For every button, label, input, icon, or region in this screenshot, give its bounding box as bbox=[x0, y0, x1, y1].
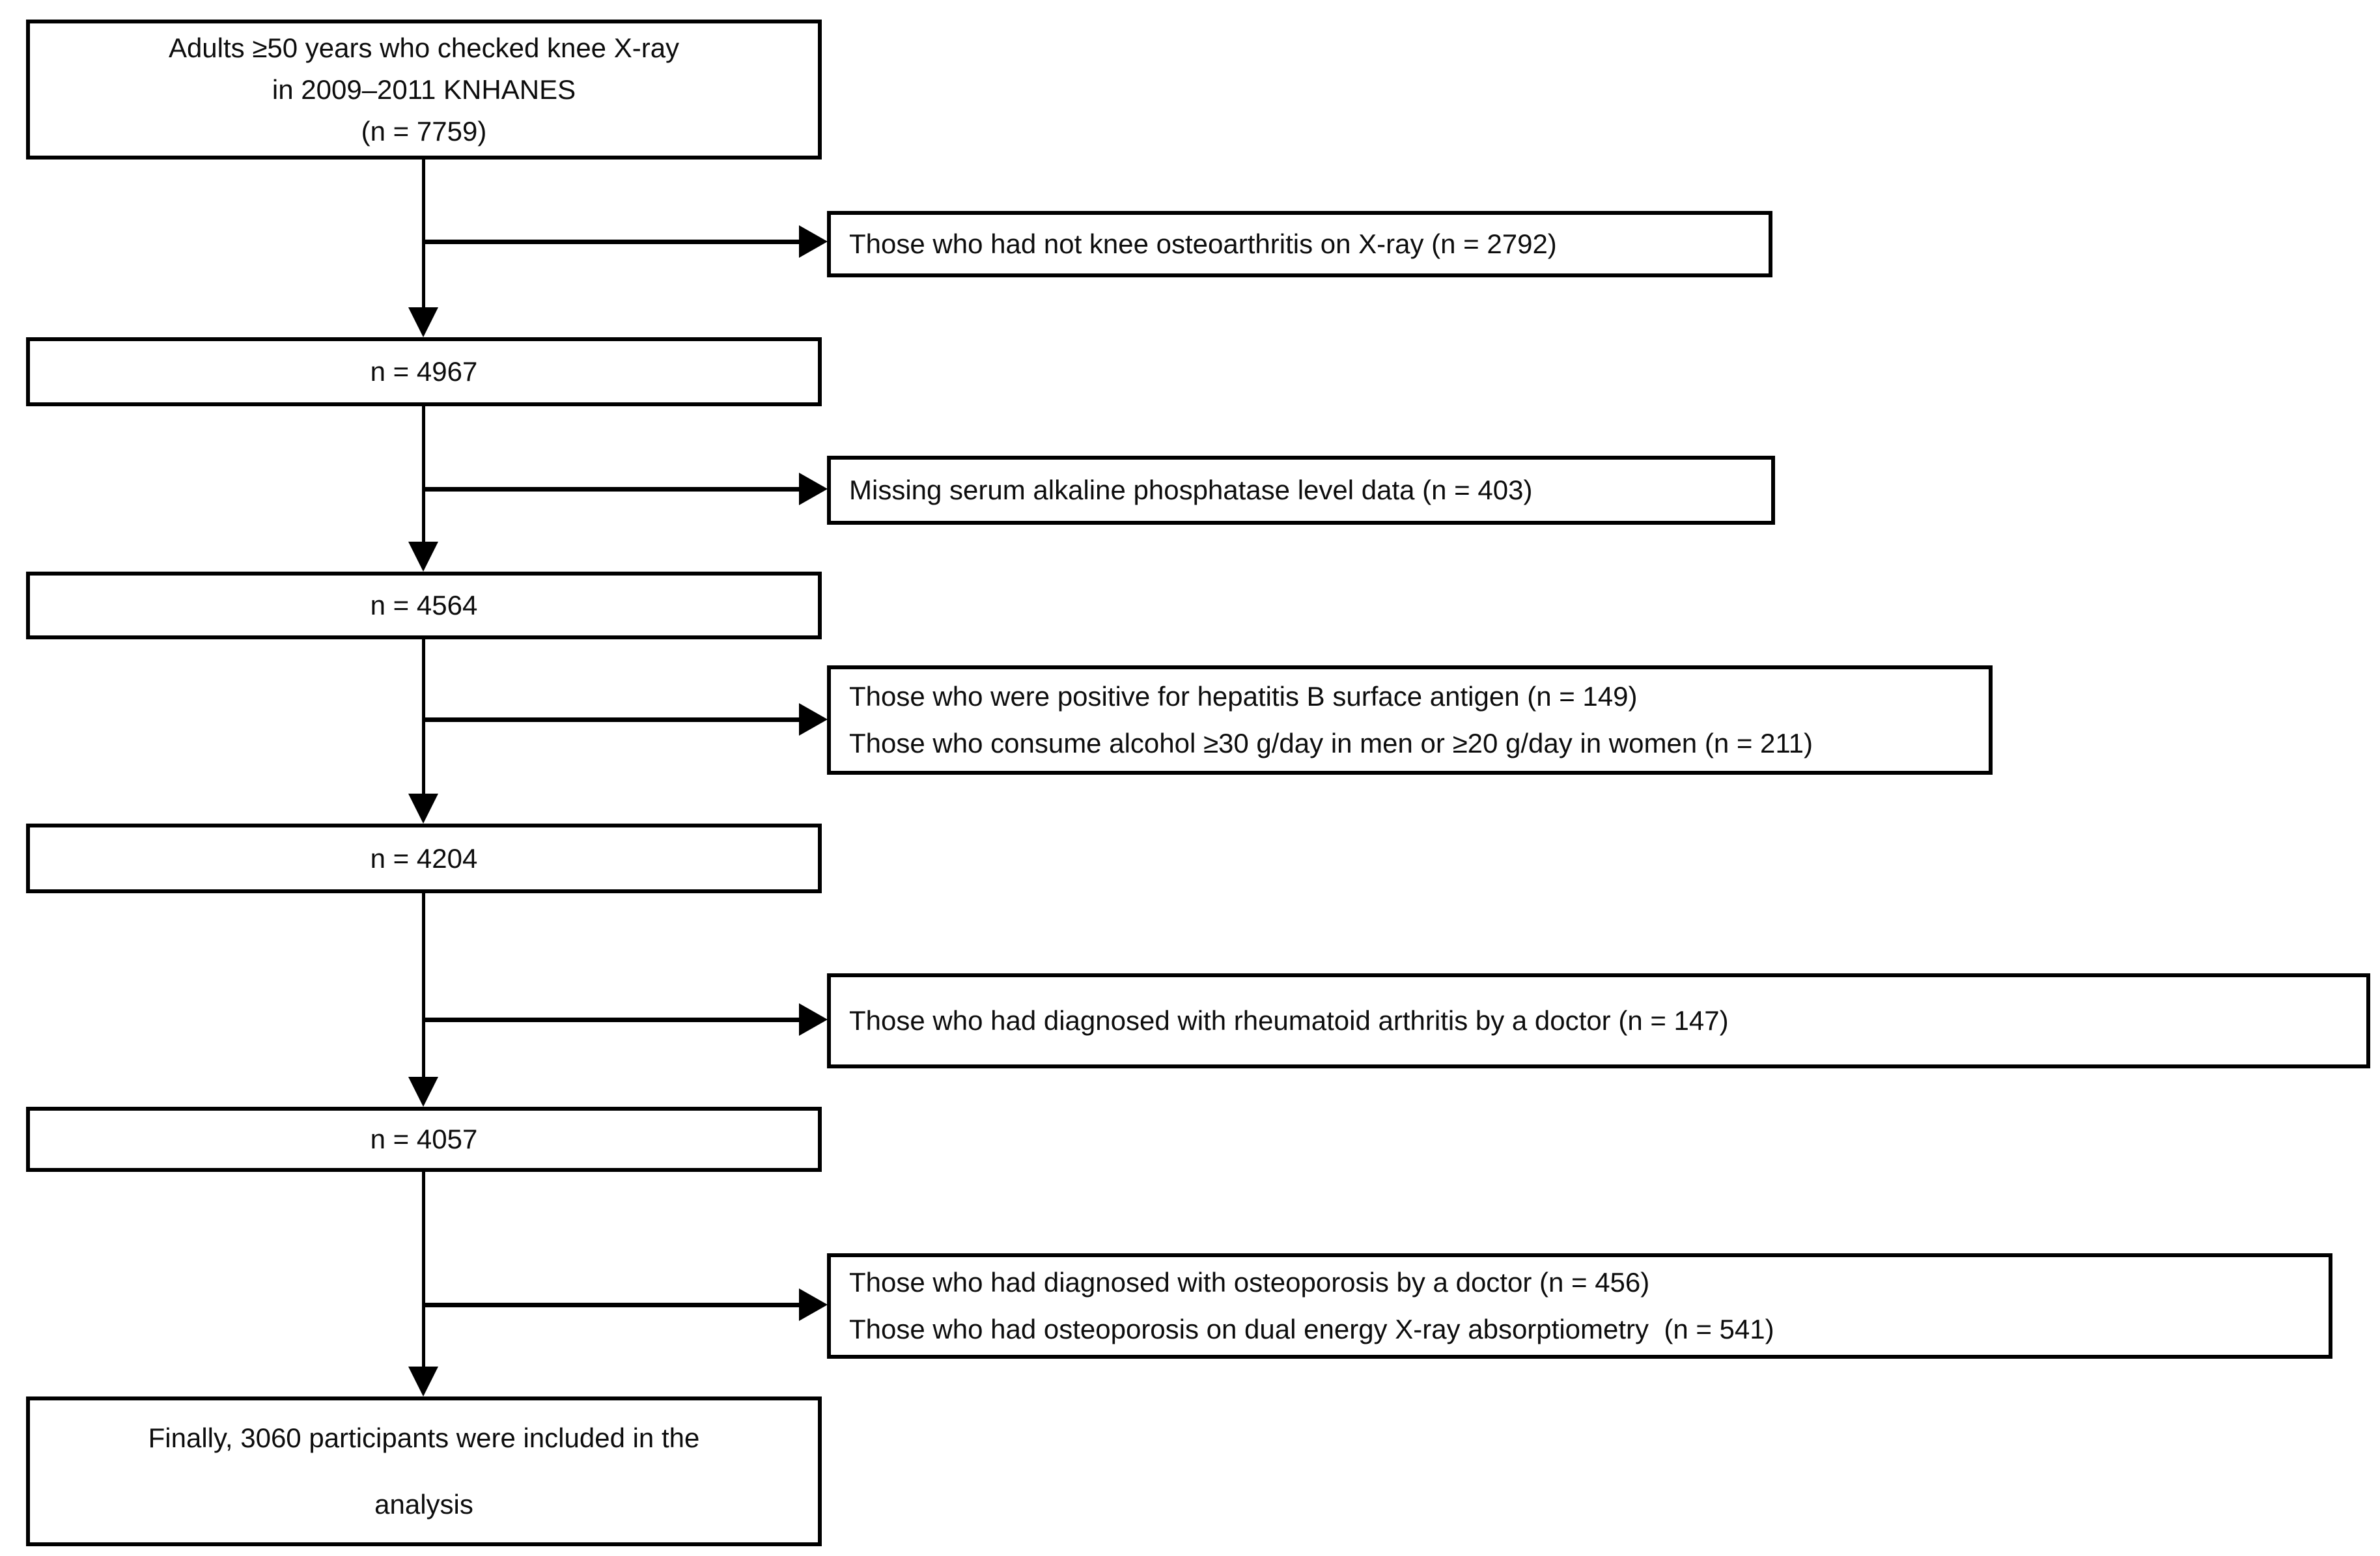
arrow-down-icon bbox=[408, 542, 438, 572]
box-text-line: in 2009–2011 KNHANES bbox=[272, 74, 576, 105]
connector-line-vertical-5 bbox=[422, 1172, 425, 1370]
box-excluded-hbsag-alcohol bbox=[827, 665, 1993, 775]
arrow-down-icon bbox=[408, 1367, 438, 1396]
box-text-line: n = 4204 bbox=[370, 842, 478, 874]
connector-line-horizontal-4 bbox=[423, 1018, 800, 1022]
connector-line-horizontal-1 bbox=[423, 240, 800, 244]
box-text-line: Those who had osteoporosis on dual energy X-ray absorptiometry (n = 541) bbox=[849, 1314, 1774, 1344]
box-text-line: n = 4057 bbox=[370, 1124, 478, 1154]
box-excluded-rheumatoid-arthritis bbox=[827, 973, 2370, 1068]
box-text-line: n = 4564 bbox=[370, 590, 478, 620]
connector-line-vertical-1 bbox=[422, 158, 425, 313]
box-text-line: Adults ≥50 years who checked knee X-ray bbox=[168, 32, 680, 63]
box-initial-population bbox=[26, 20, 822, 160]
connector-line-horizontal-2 bbox=[423, 487, 800, 492]
box-text-line: (n = 7759) bbox=[361, 115, 487, 146]
box-text-line: analysis bbox=[374, 1489, 473, 1520]
connector-line-horizontal-5 bbox=[423, 1303, 800, 1307]
box-excluded-no-knee-oa bbox=[827, 211, 1772, 277]
box-n-4204 bbox=[26, 824, 822, 893]
box-text-line: Those who were positive for hepatitis B surface antigen (n = 149) bbox=[849, 681, 1638, 712]
connector-line-vertical-4 bbox=[422, 893, 425, 1081]
box-text-line: Those who had diagnosed with osteoporosis by a doctor (n = 456) bbox=[849, 1267, 1650, 1298]
box-text-line: Those who had diagnosed with rheumatoid arthritis by a doctor (n = 147) bbox=[849, 1005, 1729, 1036]
box-text-line: Finally, 3060 participants were included in the bbox=[148, 1423, 700, 1453]
connector-line-vertical-2 bbox=[422, 406, 425, 546]
box-n-4057 bbox=[26, 1107, 822, 1172]
box-final-analysis bbox=[26, 1396, 822, 1546]
box-n-4967 bbox=[26, 337, 822, 406]
arrow-right-icon bbox=[799, 1288, 828, 1321]
arrow-down-icon bbox=[408, 307, 438, 337]
box-text-line: Those who consume alcohol ≥30 g/day in men or ≥20 g/day in women (n = 211) bbox=[849, 728, 1813, 758]
box-n-4564 bbox=[26, 572, 822, 639]
box-text-line: Those who had not knee osteoarthritis on X-ray (n = 2792) bbox=[849, 229, 1557, 259]
arrow-right-icon bbox=[799, 1003, 828, 1036]
arrow-down-icon bbox=[408, 794, 438, 824]
connector-line-horizontal-3 bbox=[423, 717, 800, 722]
arrow-right-icon bbox=[799, 703, 828, 736]
box-excluded-missing-alp bbox=[827, 456, 1775, 525]
box-text-line: n = 4967 bbox=[370, 356, 478, 387]
arrow-right-icon bbox=[799, 225, 828, 258]
box-excluded-osteoporosis bbox=[827, 1253, 2332, 1359]
arrow-down-icon bbox=[408, 1077, 438, 1107]
box-text-line: Missing serum alkaline phosphatase level data (n = 403) bbox=[849, 475, 1533, 505]
arrow-right-icon bbox=[799, 473, 828, 505]
